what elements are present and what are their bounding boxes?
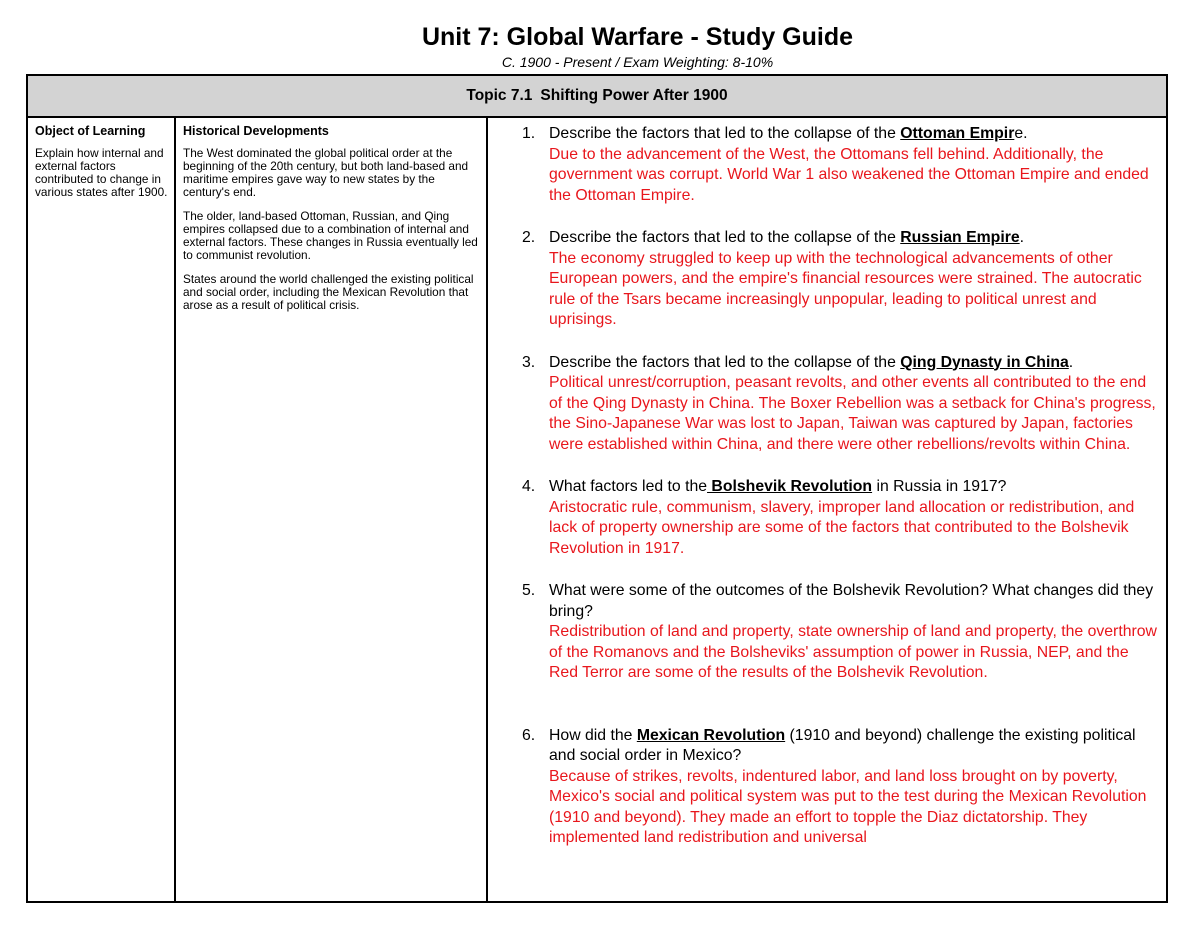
question-item bbox=[522, 581, 1158, 684]
answer-text: Political unrest/corruption, peasant revolts, and other events all contributed to the end of the Qing Dynasty in China. The Boxer Rebellion was a setback for China's progress, the Sino-Japanese War was lost to Japan, Taiwan was captured by Japan, factories were established within China, and there were other rebellions/revolts within China. bbox=[549, 374, 1156, 453]
question-text bbox=[549, 477, 1158, 498]
question-suffix: (1910 and beyond) challenge the existing political and social order in Mexico? bbox=[549, 726, 1136, 764]
answer-text: Because of strikes, revolts, indentured labor, and land loss brought on by poverty, Mexico's social and political system was put to the test during the Mexican Revolution (1910 and beyond). They made an effort to topple the Diaz dictatorship. They implemented land redistribution and universal bbox=[549, 767, 1147, 846]
question-number: 3. bbox=[522, 353, 536, 371]
question-prefix: Describe the factors that led to the collapse of the bbox=[549, 125, 901, 142]
question-text bbox=[549, 581, 1158, 622]
historical-column bbox=[176, 118, 488, 901]
page-subtitle: C. 1900 - Present / Exam Weighting: 8-10% bbox=[501, 54, 774, 70]
historical-paragraph: States around the world challenged the existing political and social order, including the Mexican Revolution that arose as a result of political crisis. bbox=[183, 272, 474, 312]
objective-heading: Object of Learning bbox=[35, 124, 146, 138]
question-suffix: in Russia in 1917? bbox=[872, 478, 1007, 495]
historical-paragraph: The West dominated the global political order at the beginning of the 20th century, but both land-based and maritime empires gave way to new states by the century's end. bbox=[183, 146, 469, 199]
question-suffix: . bbox=[1019, 229, 1025, 246]
question-text bbox=[549, 124, 1158, 145]
question-list bbox=[522, 124, 1158, 849]
question-text bbox=[549, 228, 1158, 249]
question-term: Ottoman Empir bbox=[900, 125, 1015, 142]
question-term: Qing Dynasty in China bbox=[900, 353, 1069, 371]
objective-column bbox=[28, 118, 176, 901]
question-item bbox=[522, 477, 1158, 559]
question-item bbox=[522, 228, 1158, 331]
answer-text: Due to the advancement of the West, the Ottomans fell behind. Additionally, the government was corrupt. World War 1 also weakened the Ottoman Empire and ended the Ottoman Empire. bbox=[549, 145, 1149, 204]
question-number: 2. bbox=[522, 229, 536, 246]
question-number: 4. bbox=[522, 478, 536, 495]
answer-text: Aristocratic rule, communism, slavery, improper land allocation or redistribution, and lack of property ownership are some of the factors that contributed to the Bolshevik Revolution in 1917. bbox=[549, 498, 1135, 557]
historical-paragraph: The older, land-based Ottoman, Russian, and Qing empires collapsed due to a combination of internal and external factors. These changes in Russia eventually led to communist revolution. bbox=[183, 209, 478, 262]
question-number: 6. bbox=[522, 726, 536, 744]
question-item bbox=[522, 124, 1158, 206]
question-text bbox=[549, 353, 1158, 374]
question-suffix: . bbox=[1068, 353, 1074, 371]
answer-text: Redistribution of land and property, state ownership of land and property, the overthrow of the Romanovs and the Bolsheviks' assumption of power in Russia, NEP, and the Red Terror are some of the results of the Bolshevik Revolution. bbox=[549, 623, 1157, 681]
historical-heading: Historical Developments bbox=[183, 124, 329, 138]
question-item bbox=[522, 353, 1158, 456]
question-term: Bolshevik Revolution bbox=[707, 478, 873, 495]
question-number: 1. bbox=[522, 125, 536, 142]
question-prefix: Describe the factors that led to the collapse of the bbox=[549, 353, 901, 371]
question-suffix: e. bbox=[1014, 125, 1028, 142]
question-number: 5. bbox=[522, 582, 536, 599]
question-prefix: What were some of the outcomes of the Bolshevik Revolution? What changes did they bring? bbox=[549, 582, 1154, 620]
question-prefix: Describe the factors that led to the collapse of the bbox=[549, 229, 901, 246]
question-item bbox=[522, 726, 1158, 849]
question-term: Russian Empire bbox=[900, 229, 1020, 246]
question-prefix: What factors led to the bbox=[549, 478, 708, 495]
question-text bbox=[549, 726, 1158, 767]
topic-number: Topic 7.1 bbox=[466, 87, 533, 104]
answer-text: The economy struggled to keep up with the technological advancements of other European powers, and the empire's financial resources were strained. The autocratic rule of the Tsars became increasingly unpopular, leading to political unrest and uprisings. bbox=[549, 249, 1142, 328]
question-prefix: How did the bbox=[549, 726, 637, 744]
questions-column bbox=[488, 118, 1166, 901]
study-guide-table bbox=[26, 74, 1168, 903]
topic-header bbox=[28, 76, 1166, 118]
question-term: Mexican Revolution bbox=[636, 726, 786, 744]
page-title: Unit 7: Global Warfare - Study Guide bbox=[421, 23, 854, 51]
topic-name: Shifting Power After 1900 bbox=[540, 87, 728, 104]
objective-text: Explain how internal and external factors contributed to change in various states after 1900. bbox=[35, 146, 168, 199]
